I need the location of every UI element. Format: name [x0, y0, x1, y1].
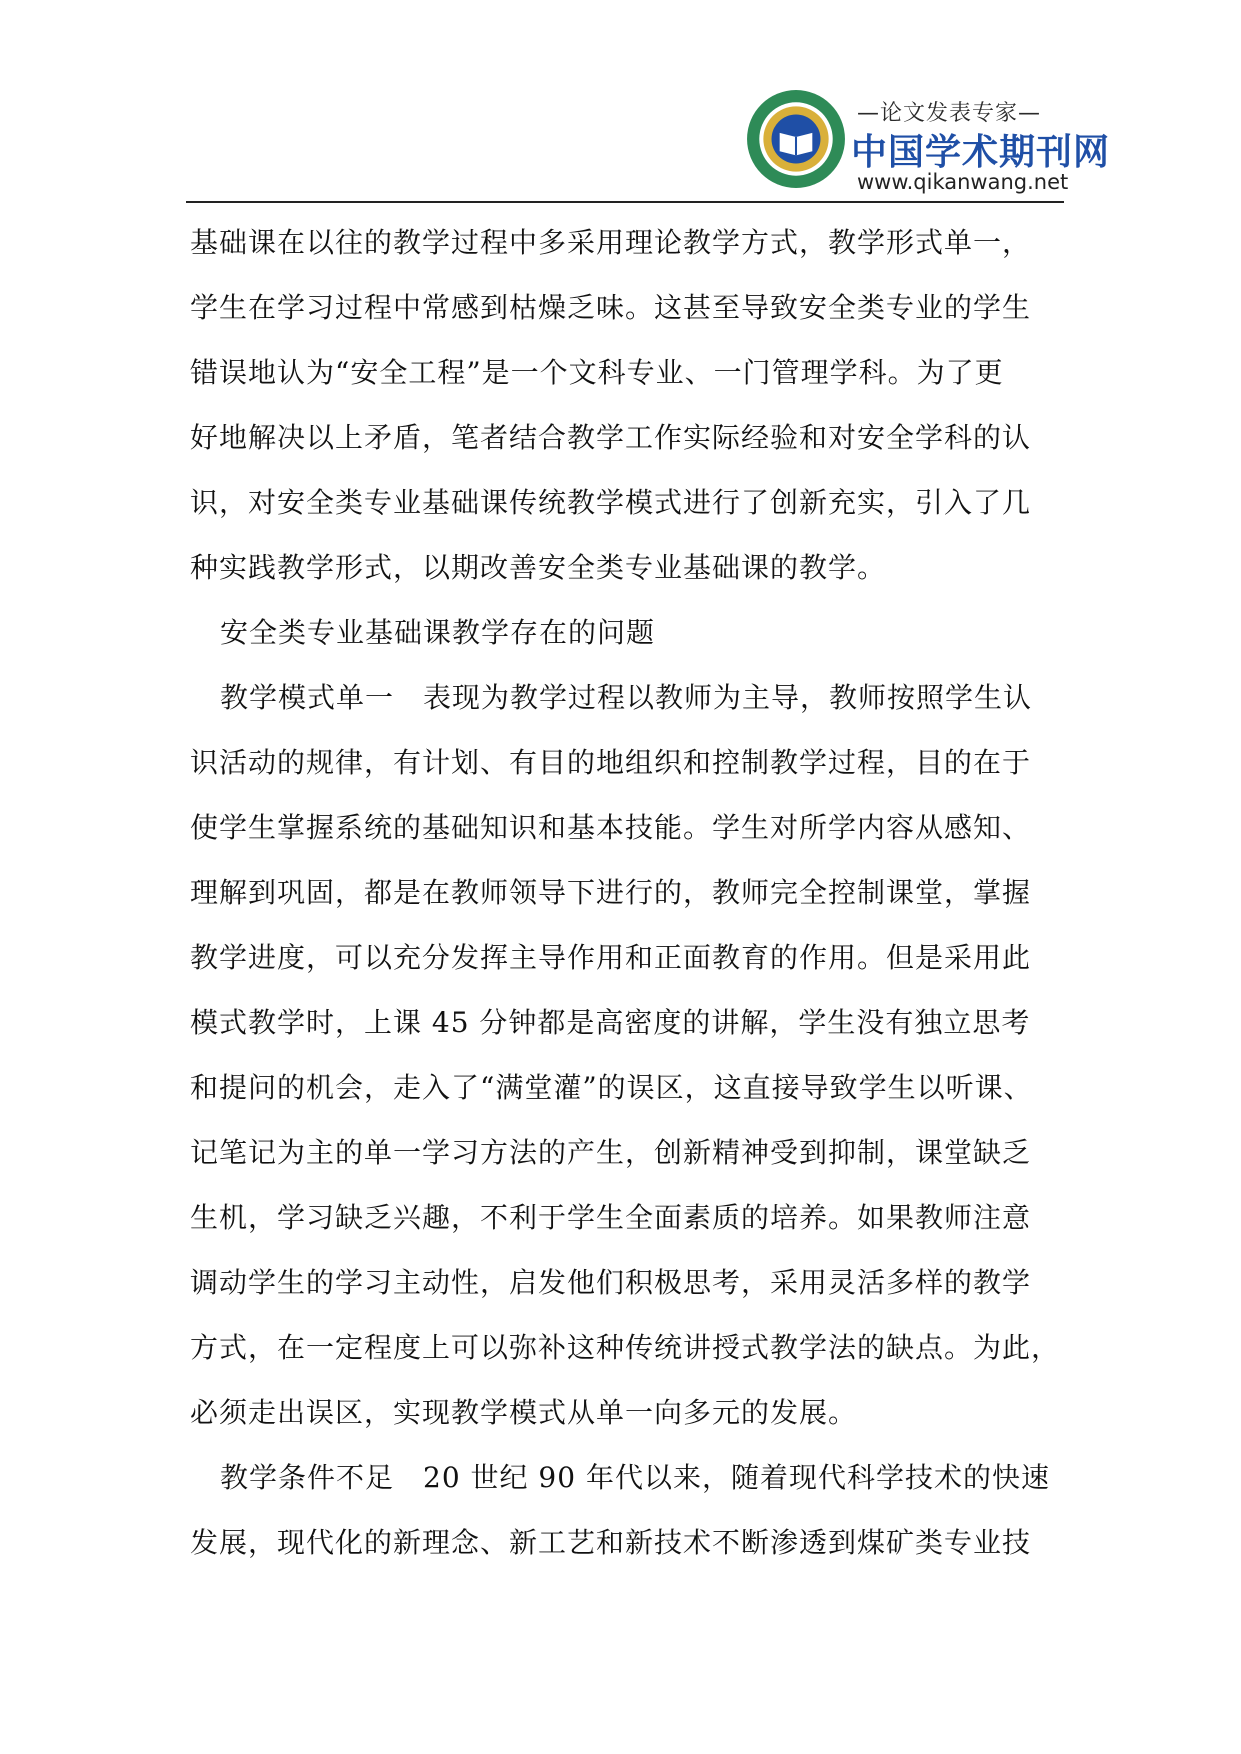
- text-line: 调动学生的学习主动性，启发他们积极思考，采用灵活多样的教学: [190, 1266, 1032, 1299]
- text-line: 识活动的规律，有计划、有目的地组织和控制教学过程，目的在于: [190, 746, 1032, 779]
- qikanwang-logo[interactable]: [745, 88, 1111, 198]
- text-line: 教学进度，可以充分发挥主导作用和正面教育的作用。但是采用此: [190, 941, 1032, 974]
- text-line: 必须走出误区，实现教学模式从单一向多元的发展。: [190, 1396, 858, 1429]
- book-seal-icon: [745, 88, 847, 190]
- article-body: [190, 210, 1061, 1575]
- text-line: 识，对安全类专业基础课传统教学模式进行了创新充实，引入了几: [190, 486, 1032, 519]
- text-line: 好地解决以上矛盾，笔者结合教学工作实际经验和对安全学科的认: [190, 421, 1032, 454]
- text-line: 使学生掌握系统的基础知识和基本技能。学生对所学内容从感知、: [190, 811, 1032, 844]
- brand-url[interactable]: www.qikanwang.net: [857, 170, 1069, 194]
- text-line: 教学模式单一 表现为教学过程以教师为主导，教师按照学生认: [220, 681, 1033, 714]
- page-header: [0, 0, 1241, 210]
- text-line: 学生在学习过程中常感到枯燥乏味。这甚至导致安全类专业的学生: [190, 291, 1032, 324]
- text-line: 模式教学时，上课 45 分钟都是高密度的讲解，学生没有独立思考: [190, 1006, 1031, 1039]
- text-line: 理解到巩固，都是在教师领导下进行的，教师完全控制课堂，掌握: [190, 876, 1032, 909]
- text-line: 生机，学习缺乏兴趣，不利于学生全面素质的培养。如果教师注意: [190, 1201, 1032, 1234]
- section-heading: 安全类专业基础课教学存在的问题: [220, 616, 656, 649]
- header-slogan: —论文发表专家—: [857, 101, 1042, 126]
- text-line: 发展，现代化的新理念、新工艺和新技术不断渗透到煤矿类专业技: [190, 1526, 1032, 1559]
- text-line: 种实践教学形式，以期改善安全类专业基础课的教学。: [190, 551, 887, 584]
- text-line: 基础课在以往的教学过程中多采用理论教学方式，教学形式单一，: [190, 226, 1032, 259]
- text-line: 方式，在一定程度上可以弥补这种传统讲授式教学法的缺点。为此，: [190, 1331, 1061, 1364]
- header-divider: [186, 201, 1064, 203]
- text-line: 记笔记为主的单一学习方法的产生，创新精神受到抑制，课堂缺乏: [190, 1136, 1032, 1169]
- text-line: 和提问的机会，走入了“满堂灌”的误区，这直接导致学生以听课、: [190, 1071, 1033, 1104]
- text-line: 错误地认为“安全工程”是一个文科专业、一门管理学科。为了更: [190, 356, 1004, 389]
- brand-name: 中国学术期刊网: [851, 132, 1111, 173]
- text-line: 教学条件不足 20 世纪 90 年代以来，随着现代科学技术的快速: [220, 1461, 1050, 1494]
